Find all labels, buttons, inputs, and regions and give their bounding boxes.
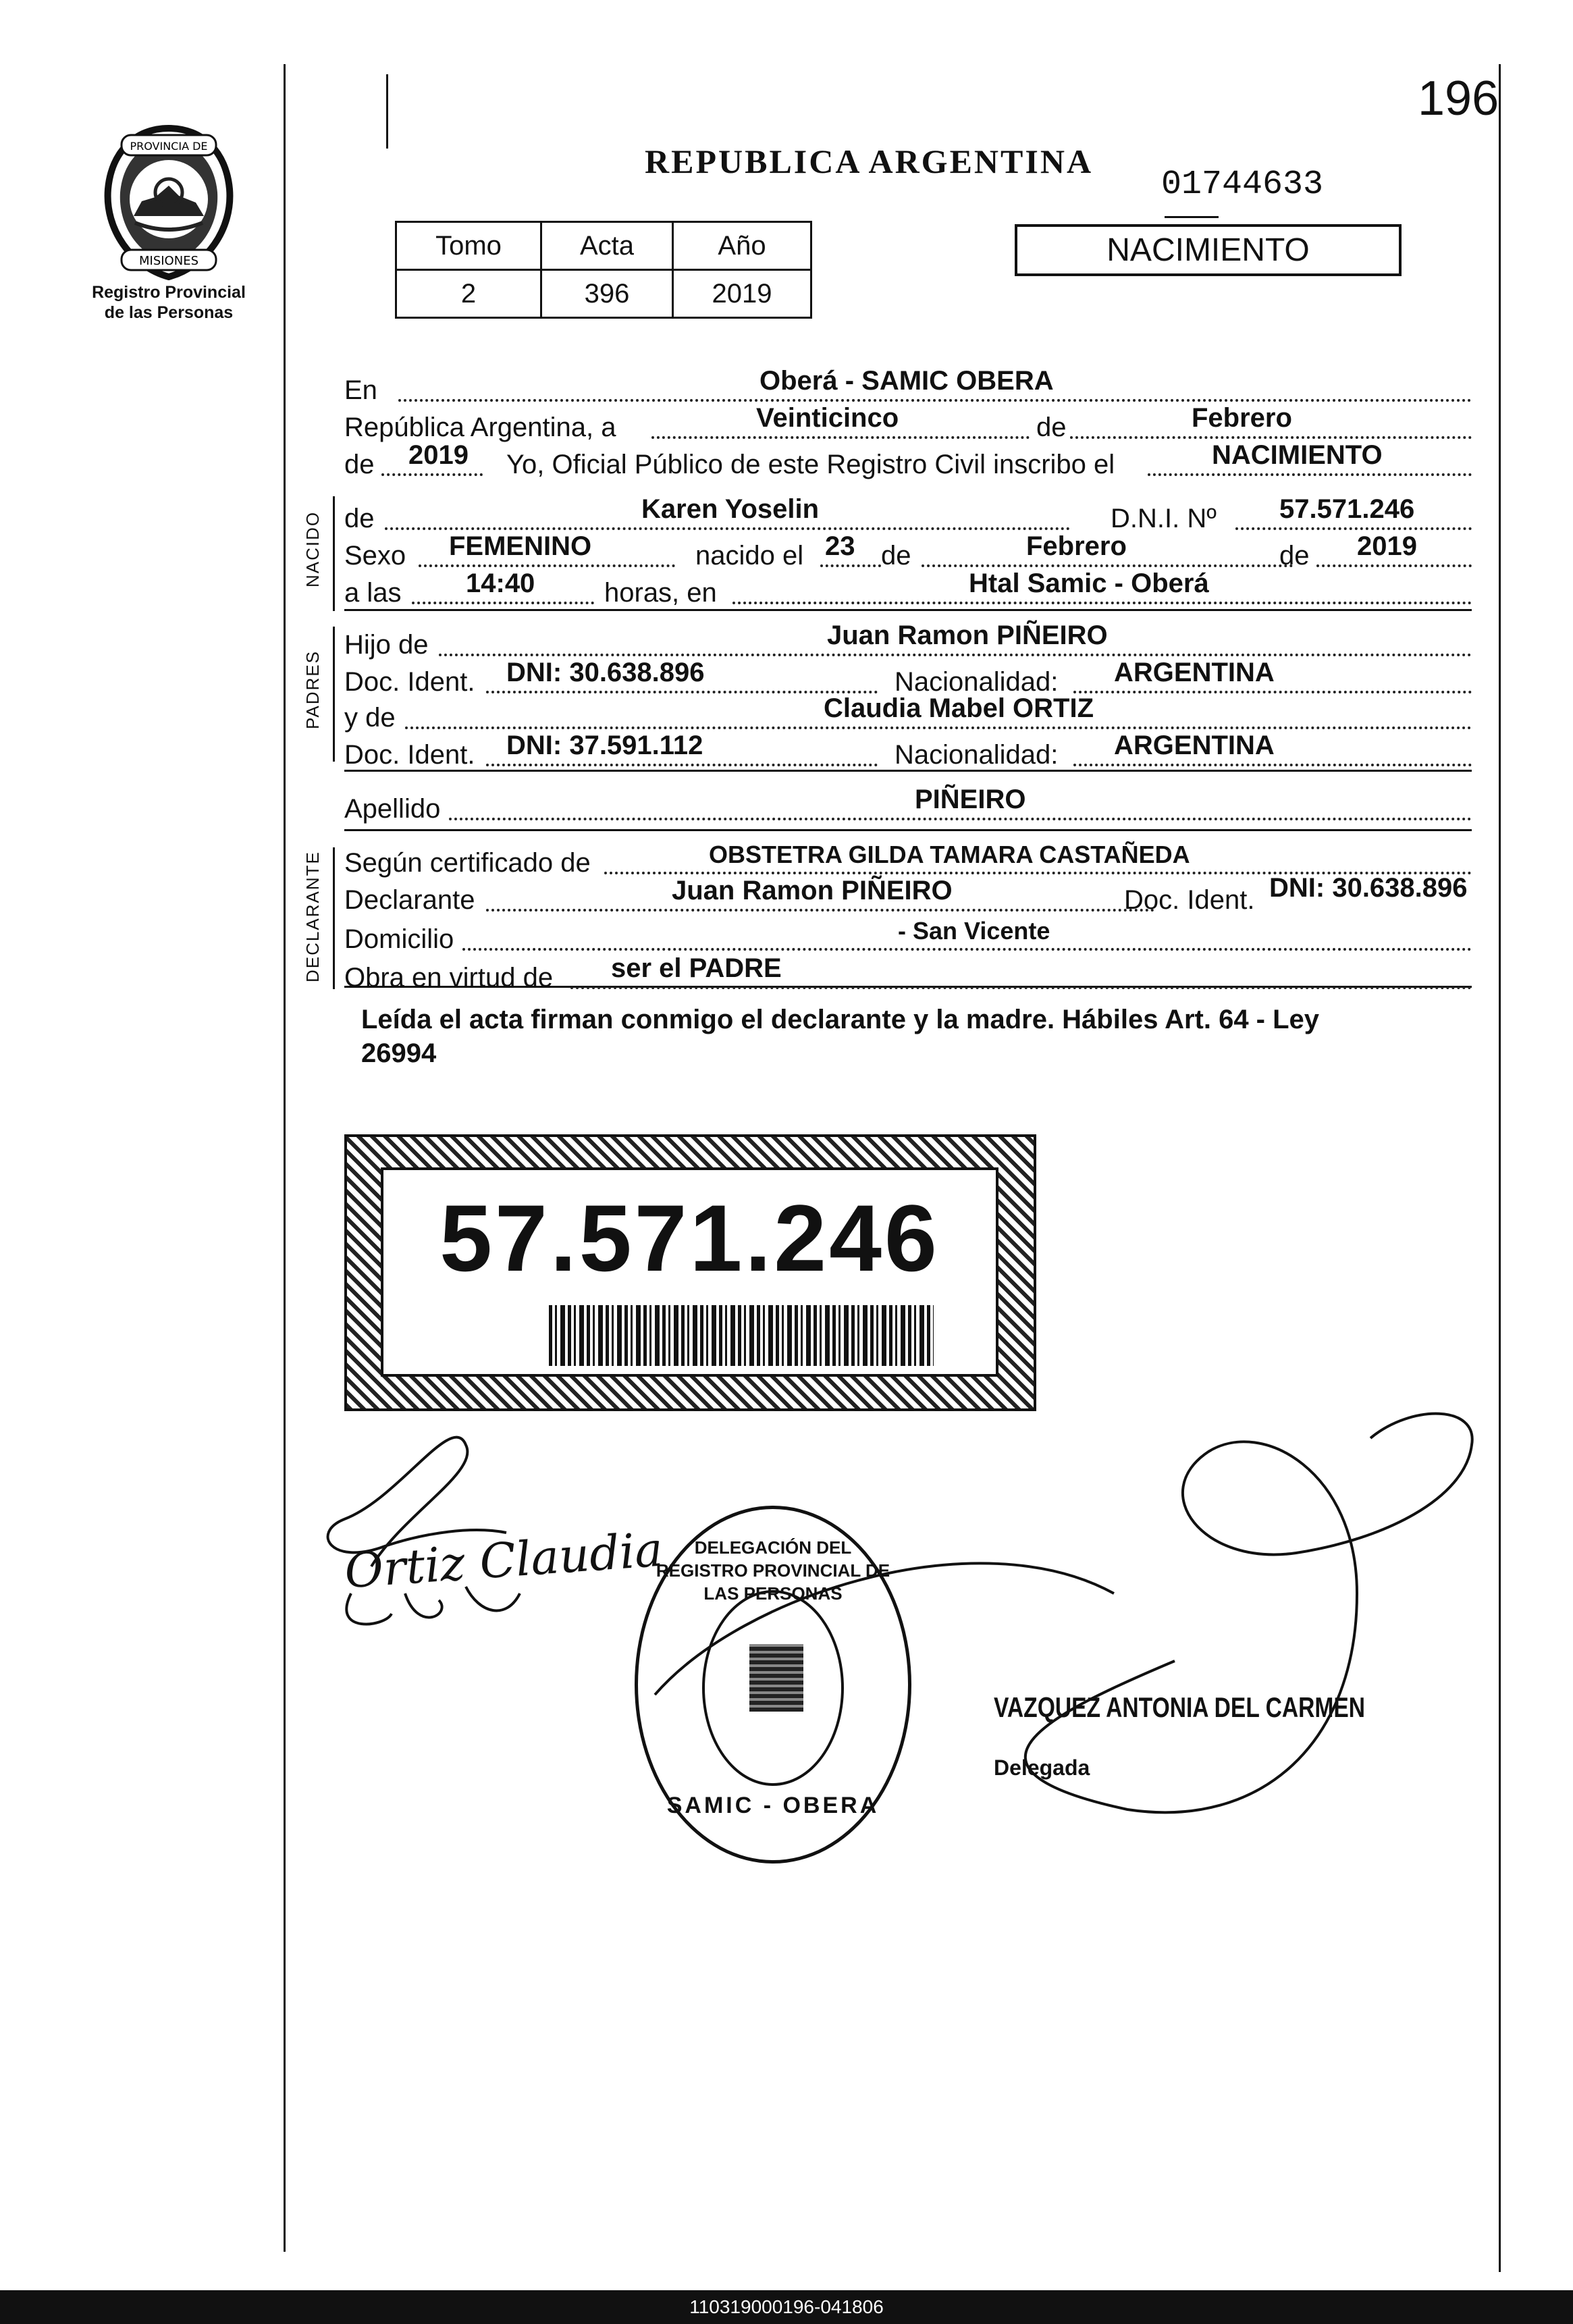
dots-birth-day bbox=[820, 564, 881, 567]
row-mother bbox=[344, 695, 1472, 736]
side-label-padres: PADRES bbox=[302, 650, 323, 729]
header-tomo: Tomo bbox=[396, 222, 541, 270]
value-birth-month: Febrero bbox=[1026, 531, 1127, 561]
tick-mark bbox=[386, 74, 388, 149]
value-ano: 2019 bbox=[673, 270, 811, 318]
dots-obra bbox=[570, 986, 1472, 989]
stamp-ring-text: DELEGACIÓN DEL REGISTRO PROVINCIAL DE LAS PERSONAS bbox=[656, 1537, 890, 1604]
official-stamp bbox=[635, 1506, 911, 1864]
value-mother-nat: ARGENTINA bbox=[1114, 731, 1275, 760]
value-mother: Claudia Mabel ORTIZ bbox=[824, 693, 1094, 723]
svg-text:PROVINCIA DE: PROVINCIA DE bbox=[130, 140, 208, 153]
serial-underline bbox=[1165, 216, 1219, 218]
closing-text-line2: 26994 bbox=[361, 1038, 437, 1068]
dots-father-doc bbox=[486, 691, 878, 693]
dots-child-dni bbox=[1235, 527, 1472, 530]
dots-mother-doc bbox=[486, 764, 878, 766]
serial-number: 01744633 bbox=[1161, 165, 1324, 204]
value-birth-day: 23 bbox=[825, 531, 855, 561]
value-acta: 396 bbox=[541, 270, 673, 318]
row-en bbox=[344, 368, 1472, 408]
dots-sexo bbox=[419, 564, 675, 567]
value-month: Febrero bbox=[1192, 403, 1292, 433]
right-margin-line bbox=[1499, 64, 1501, 2272]
label-dni: D.N.I. Nº bbox=[1111, 504, 1217, 533]
label-de-year: de bbox=[344, 450, 375, 479]
label-de-birth-year: de bbox=[1279, 541, 1310, 571]
separator-3 bbox=[344, 829, 1472, 831]
padres-bracket bbox=[333, 627, 335, 762]
svg-text:MISIONES: MISIONES bbox=[138, 254, 199, 268]
value-father-doc: DNI: 30.638.896 bbox=[506, 658, 705, 687]
dots-birth-month bbox=[922, 564, 1293, 567]
record-type: NACIMIENTO bbox=[1107, 232, 1310, 268]
dots-en bbox=[398, 399, 1472, 402]
record-table bbox=[395, 221, 812, 319]
row-alas bbox=[344, 571, 1472, 611]
label-republica: República Argentina, a bbox=[344, 413, 616, 442]
label-mother: y de bbox=[344, 703, 396, 733]
value-child-name: Karen Yoselin bbox=[641, 494, 820, 524]
label-segun: Según certificado de bbox=[344, 848, 591, 878]
dots-year bbox=[381, 473, 483, 476]
value-declarante: Juan Ramon PIÑEIRO bbox=[672, 876, 953, 905]
province-seal bbox=[95, 122, 243, 284]
registry-name bbox=[68, 282, 270, 323]
nacido-bracket bbox=[333, 496, 335, 611]
label-de-birth-month: de bbox=[881, 541, 911, 571]
header-ano: Año bbox=[673, 222, 811, 270]
value-domicilio: - San Vicente bbox=[898, 917, 1050, 945]
value-year: 2019 bbox=[408, 440, 469, 470]
record-table-header-row bbox=[396, 222, 811, 270]
side-label-declarante: DECLARANTE bbox=[302, 851, 323, 982]
dots-inscribo bbox=[1148, 473, 1472, 476]
dots-apellido bbox=[449, 818, 1472, 820]
value-en: Oberá - SAMIC OBERA bbox=[759, 366, 1054, 396]
value-segun: OBSTETRA GILDA TAMARA CASTAÑEDA bbox=[709, 841, 1190, 868]
registry-line2: de las Personas bbox=[104, 303, 234, 322]
label-nacido: nacido el bbox=[695, 541, 804, 571]
label-declarante: Declarante bbox=[344, 885, 475, 915]
label-mother-nat: Nacionalidad: bbox=[895, 740, 1059, 770]
label-decl-doc: Doc. Ident. bbox=[1124, 885, 1255, 915]
seal-emblem bbox=[95, 122, 243, 284]
left-margin-line bbox=[284, 64, 286, 2252]
label-apellido: Apellido bbox=[344, 794, 441, 824]
label-de-month: de bbox=[1036, 413, 1067, 442]
value-apellido: PIÑEIRO bbox=[915, 785, 1026, 814]
label-horas: horas, en bbox=[604, 578, 717, 608]
dots-mother-nat bbox=[1073, 764, 1472, 766]
label-father-nat: Nacionalidad: bbox=[895, 667, 1059, 697]
dots-domicilio bbox=[462, 948, 1472, 951]
dots-mother bbox=[405, 727, 1472, 729]
label-en: En bbox=[344, 375, 377, 405]
official-name: VAZQUEZ ANTONIA DEL CARMEN bbox=[994, 1691, 1366, 1723]
stamp-emblem bbox=[749, 1644, 803, 1712]
registry-line1: Registro Provincial bbox=[92, 283, 246, 302]
row-mother-doc bbox=[344, 733, 1472, 773]
label-oficial: Yo, Oficial Público de este Registro Civil inscribo el bbox=[506, 450, 1115, 479]
row-obra bbox=[344, 955, 1472, 996]
record-type-box bbox=[1015, 224, 1402, 276]
value-place: Htal Samic - Oberá bbox=[969, 569, 1209, 598]
row-apellido bbox=[344, 787, 1472, 827]
row-domicilio bbox=[344, 917, 1472, 957]
label-sexo: Sexo bbox=[344, 541, 406, 571]
stamp-inner-text: SAMIC - OBERA bbox=[666, 1793, 880, 1818]
record-table-value-row bbox=[396, 270, 811, 318]
label-obra: Obra en virtud de bbox=[344, 963, 554, 993]
value-obra: ser el PADRE bbox=[611, 953, 782, 983]
dni-sticker bbox=[344, 1134, 1036, 1411]
dni-sticker-number: 57.571.246 bbox=[439, 1185, 940, 1291]
dots-child-name bbox=[385, 527, 1070, 530]
value-sexo: FEMENINO bbox=[449, 531, 592, 561]
dots-month bbox=[1070, 436, 1472, 439]
label-domicilio: Domicilio bbox=[344, 924, 454, 954]
value-birth-year: 2019 bbox=[1357, 531, 1417, 561]
page-number: 196 bbox=[1418, 72, 1499, 126]
header-acta: Acta bbox=[541, 222, 673, 270]
footer-bar bbox=[0, 2290, 1573, 2324]
declarante-bracket bbox=[333, 847, 335, 989]
official-title: Delegada bbox=[994, 1755, 1090, 1780]
dots-day bbox=[651, 436, 1030, 439]
dots-declarante bbox=[486, 909, 1154, 912]
value-time: 14:40 bbox=[466, 569, 535, 598]
row-year bbox=[344, 442, 1472, 483]
label-father-doc: Doc. Ident. bbox=[344, 667, 475, 697]
label-mother-doc: Doc. Ident. bbox=[344, 740, 475, 770]
label-hijo: Hijo de bbox=[344, 630, 429, 660]
country-title: REPUBLICA ARGENTINA bbox=[645, 142, 1094, 180]
value-day-words: Veinticinco bbox=[756, 403, 899, 433]
footer-code: 110319000196-041806 bbox=[689, 2296, 884, 2317]
row-sexo bbox=[344, 533, 1472, 574]
value-mother-doc: DNI: 37.591.112 bbox=[506, 731, 703, 760]
closing-text bbox=[361, 1003, 1468, 1070]
value-father: Juan Ramon PIÑEIRO bbox=[827, 620, 1108, 650]
side-label-nacido: NACIDO bbox=[302, 510, 323, 587]
closing-text-line1: Leída el acta firman conmigo el declarante y la madre. Hábiles Art. 64 - Ley bbox=[361, 1005, 1320, 1034]
dots-father-nat bbox=[1073, 691, 1472, 693]
value-father-nat: ARGENTINA bbox=[1114, 658, 1275, 687]
label-alas: a las bbox=[344, 578, 402, 608]
value-decl-doc: DNI: 30.638.896 bbox=[1269, 873, 1468, 903]
dni-barcode bbox=[549, 1305, 934, 1366]
mother-signature: Ortiz Claudia bbox=[342, 1521, 665, 1600]
dni-sticker-inner bbox=[381, 1167, 998, 1377]
value-child-dni: 57.571.246 bbox=[1279, 494, 1415, 524]
dots-time bbox=[412, 602, 594, 604]
row-child-name bbox=[344, 496, 1472, 537]
value-tomo: 2 bbox=[396, 270, 541, 318]
dots-father bbox=[439, 654, 1472, 656]
dots-place bbox=[732, 602, 1472, 604]
row-hijo bbox=[344, 620, 1472, 663]
row-declarante bbox=[344, 873, 1472, 918]
row-republica bbox=[344, 405, 1472, 446]
value-inscribo: NACIMIENTO bbox=[1212, 440, 1383, 470]
dots-birth-year bbox=[1316, 564, 1472, 567]
label-de-name: de bbox=[344, 504, 375, 533]
